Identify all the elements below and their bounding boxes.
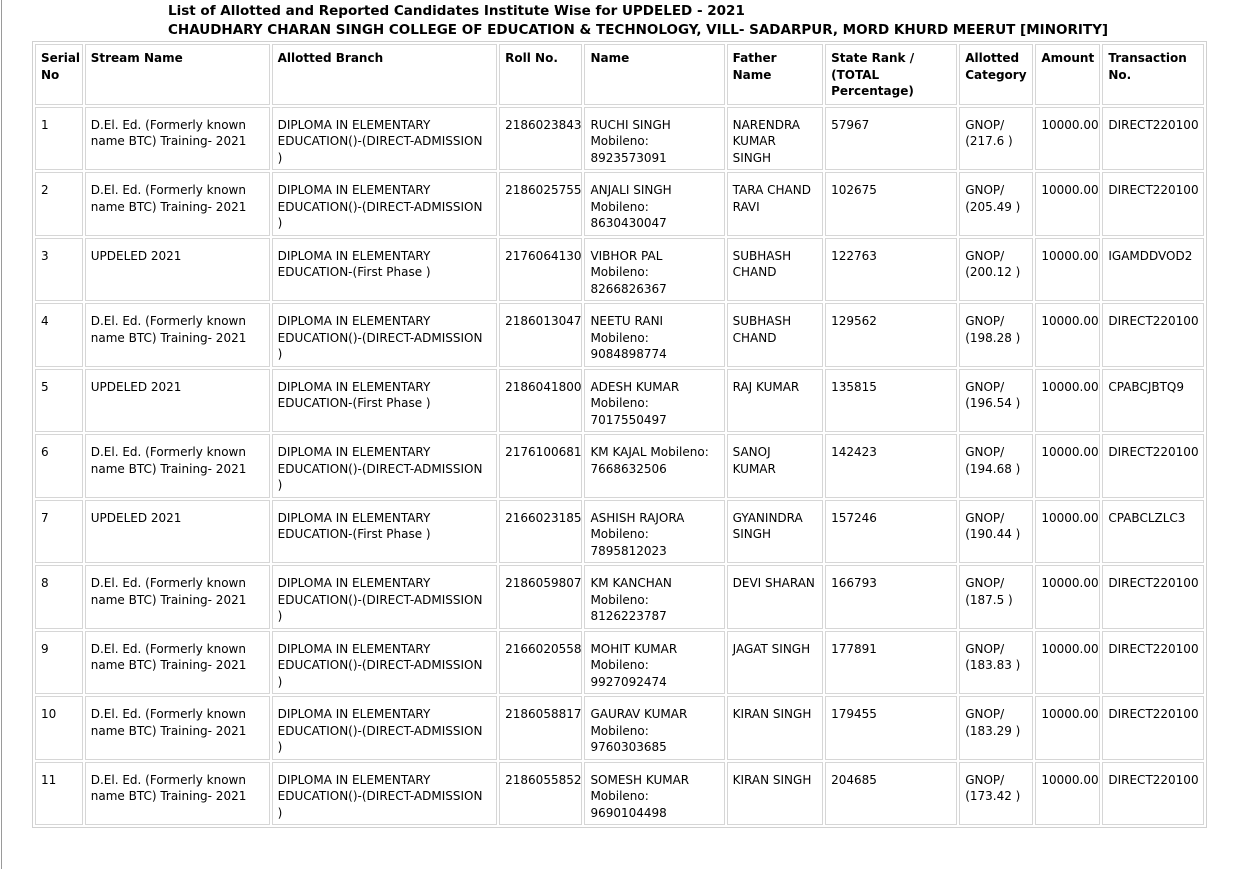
cell-father: TARA CHAND RAVI [727,172,824,236]
col-header-serial: Serial No [35,44,83,105]
cell-txn: IGAMDDVOD2 [1102,238,1204,302]
page-heading [168,2,1108,40]
table-row [35,500,1204,564]
page-left-border [1,0,2,869]
cell-father: SUBHASH CHAND [727,303,824,367]
cell-roll: 2166023185 [499,500,582,564]
cell-category: GNOP/ (173.42 ) [959,762,1033,826]
cell-amount: 10000.00 [1035,303,1100,367]
cell-name: VIBHOR PAL Mobileno: 8266826367 [584,238,724,302]
cell-roll: 2176100681 [499,434,582,498]
cell-father: SANOJ KUMAR [727,434,824,498]
cell-stream: UPDELED 2021 [85,238,270,302]
cell-name: GAURAV KUMAR Mobileno: 9760303685 [584,696,724,760]
cell-father: RAJ KUMAR [727,369,824,433]
col-header-stream: Stream Name [85,44,270,105]
col-header-name: Name [584,44,724,105]
cell-serial: 10 [35,696,83,760]
col-header-father: Father Name [727,44,824,105]
cell-category: GNOP/ (183.29 ) [959,696,1033,760]
col-header-txn: Transaction No. [1102,44,1204,105]
cell-branch: DIPLOMA IN ELEMENTARY EDUCATION()-(DIRECT-ADMISSION ) [272,762,498,826]
cell-branch: DIPLOMA IN ELEMENTARY EDUCATION()-(DIRECT-ADMISSION ) [272,631,498,695]
cell-amount: 10000.00 [1035,696,1100,760]
cell-txn: DIRECT220100 [1102,696,1204,760]
cell-name: ADESH KUMAR Mobileno: 7017550497 [584,369,724,433]
candidates-table [32,41,1207,828]
cell-txn: CPABCLZLC3 [1102,500,1204,564]
cell-category: GNOP/ (205.49 ) [959,172,1033,236]
cell-txn: DIRECT220100 [1102,631,1204,695]
cell-amount: 10000.00 [1035,369,1100,433]
cell-roll: 2186058817 [499,696,582,760]
cell-rank: 177891 [825,631,957,695]
cell-serial: 5 [35,369,83,433]
table-row [35,107,1204,171]
cell-serial: 2 [35,172,83,236]
cell-amount: 10000.00 [1035,762,1100,826]
cell-rank: 135815 [825,369,957,433]
cell-name: RUCHI SINGH Mobileno: 8923573091 [584,107,724,171]
table-row [35,696,1204,760]
cell-serial: 1 [35,107,83,171]
cell-roll: 2176064130 [499,238,582,302]
cell-branch: DIPLOMA IN ELEMENTARY EDUCATION()-(DIRECT-ADMISSION ) [272,565,498,629]
col-header-amount: Amount [1035,44,1100,105]
cell-father: JAGAT SINGH [727,631,824,695]
cell-serial: 9 [35,631,83,695]
cell-rank: 129562 [825,303,957,367]
cell-amount: 10000.00 [1035,565,1100,629]
cell-amount: 10000.00 [1035,500,1100,564]
cell-txn: DIRECT220100 [1102,565,1204,629]
cell-amount: 10000.00 [1035,434,1100,498]
cell-branch: DIPLOMA IN ELEMENTARY EDUCATION()-(DIRECT-ADMISSION ) [272,172,498,236]
cell-txn: DIRECT220100 [1102,762,1204,826]
cell-category: GNOP/ (187.5 ) [959,565,1033,629]
cell-roll: 2186059807 [499,565,582,629]
cell-father: GYANINDRA SINGH [727,500,824,564]
cell-rank: 204685 [825,762,957,826]
table-row [35,238,1204,302]
table-row [35,434,1204,498]
cell-roll: 2186041800 [499,369,582,433]
cell-rank: 157246 [825,500,957,564]
cell-roll: 2186025755 [499,172,582,236]
cell-stream: UPDELED 2021 [85,500,270,564]
heading-title: List of Allotted and Reported Candidates Institute Wise for UPDELED - 2021 [168,3,745,19]
cell-branch: DIPLOMA IN ELEMENTARY EDUCATION-(First Phase ) [272,369,498,433]
cell-roll: 2186055852 [499,762,582,826]
cell-category: GNOP/ (196.54 ) [959,369,1033,433]
cell-serial: 3 [35,238,83,302]
table-row [35,303,1204,367]
cell-rank: 122763 [825,238,957,302]
cell-father: KIRAN SINGH [727,762,824,826]
cell-amount: 10000.00 [1035,107,1100,171]
cell-name: ANJALI SINGH Mobileno: 8630430047 [584,172,724,236]
cell-branch: DIPLOMA IN ELEMENTARY EDUCATION()-(DIRECT-ADMISSION ) [272,696,498,760]
cell-rank: 102675 [825,172,957,236]
cell-txn: DIRECT220100 [1102,172,1204,236]
cell-amount: 10000.00 [1035,172,1100,236]
heading-institute: CHAUDHARY CHARAN SINGH COLLEGE OF EDUCATION & TECHNOLOGY, VILL- SADARPUR, MORD KHURD MEERUT [MINORITY] [168,22,1109,38]
cell-branch: DIPLOMA IN ELEMENTARY EDUCATION-(First Phase ) [272,500,498,564]
cell-father: KIRAN SINGH [727,696,824,760]
cell-stream: D.El. Ed. (Formerly known name BTC) Training- 2021 [85,107,270,171]
cell-branch: DIPLOMA IN ELEMENTARY EDUCATION-(First Phase ) [272,238,498,302]
cell-txn: DIRECT220100 [1102,303,1204,367]
cell-stream: D.El. Ed. (Formerly known name BTC) Training- 2021 [85,696,270,760]
cell-amount: 10000.00 [1035,238,1100,302]
cell-roll: 2166020558 [499,631,582,695]
col-header-rank: State Rank / (TOTAL Percentage) [825,44,957,105]
cell-stream: D.El. Ed. (Formerly known name BTC) Training- 2021 [85,172,270,236]
col-header-roll: Roll No. [499,44,582,105]
table-row [35,369,1204,433]
cell-father: SUBHASH CHAND [727,238,824,302]
cell-roll: 2186023843 [499,107,582,171]
cell-category: GNOP/ (198.28 ) [959,303,1033,367]
cell-stream: D.El. Ed. (Formerly known name BTC) Training- 2021 [85,565,270,629]
cell-category: GNOP/ (183.83 ) [959,631,1033,695]
cell-rank: 57967 [825,107,957,171]
cell-category: GNOP/ (200.12 ) [959,238,1033,302]
cell-rank: 179455 [825,696,957,760]
cell-stream: UPDELED 2021 [85,369,270,433]
col-header-branch: Allotted Branch [272,44,498,105]
cell-category: GNOP/ (194.68 ) [959,434,1033,498]
table-header-row [35,44,1204,105]
cell-category: GNOP/ (190.44 ) [959,500,1033,564]
cell-serial: 7 [35,500,83,564]
cell-txn: DIRECT220100 [1102,434,1204,498]
table-row [35,172,1204,236]
cell-serial: 8 [35,565,83,629]
cell-serial: 6 [35,434,83,498]
cell-branch: DIPLOMA IN ELEMENTARY EDUCATION()-(DIRECT-ADMISSION ) [272,303,498,367]
cell-rank: 166793 [825,565,957,629]
cell-category: GNOP/ (217.6 ) [959,107,1033,171]
cell-name: KM KAJAL Mobileno: 7668632506 [584,434,724,498]
table-row [35,762,1204,826]
cell-branch: DIPLOMA IN ELEMENTARY EDUCATION()-(DIRECT-ADMISSION ) [272,434,498,498]
cell-stream: D.El. Ed. (Formerly known name BTC) Training- 2021 [85,303,270,367]
cell-father: DEVI SHARAN [727,565,824,629]
cell-stream: D.El. Ed. (Formerly known name BTC) Training- 2021 [85,434,270,498]
cell-serial: 11 [35,762,83,826]
cell-name: NEETU RANI Mobileno: 9084898774 [584,303,724,367]
cell-serial: 4 [35,303,83,367]
col-header-category: Allotted Category [959,44,1033,105]
cell-rank: 142423 [825,434,957,498]
cell-name: KM KANCHAN Mobileno: 8126223787 [584,565,724,629]
cell-stream: D.El. Ed. (Formerly known name BTC) Training- 2021 [85,762,270,826]
table-row [35,565,1204,629]
cell-name: ASHISH RAJORA Mobileno: 7895812023 [584,500,724,564]
cell-roll: 2186013047 [499,303,582,367]
cell-txn: CPABCJBTQ9 [1102,369,1204,433]
cell-branch: DIPLOMA IN ELEMENTARY EDUCATION()-(DIRECT-ADMISSION ) [272,107,498,171]
cell-txn: DIRECT220100 [1102,107,1204,171]
table-row [35,631,1204,695]
cell-name: MOHIT KUMAR Mobileno: 9927092474 [584,631,724,695]
cell-name: SOMESH KUMAR Mobileno: 9690104498 [584,762,724,826]
cell-father: NARENDRA KUMAR SINGH [727,107,824,171]
cell-amount: 10000.00 [1035,631,1100,695]
cell-stream: D.El. Ed. (Formerly known name BTC) Training- 2021 [85,631,270,695]
